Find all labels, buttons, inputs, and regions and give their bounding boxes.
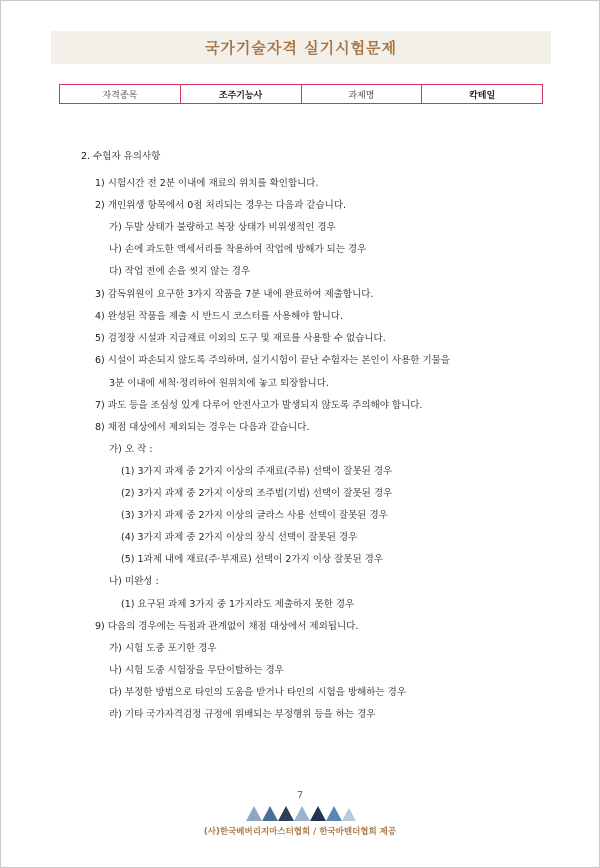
list-item: 가) 오 작 : [109, 444, 153, 455]
list-item: 나) 손에 과도한 액세서리를 착용하여 작업에 방해가 되는 경우 [109, 244, 367, 255]
value-qualification: 조주기능사 [181, 85, 302, 103]
triangle [278, 806, 294, 821]
label-task: 과제명 [302, 85, 423, 103]
list-item: 5) 검정장 시설과 지급재료 이외의 도구 및 재료를 사용할 수 없습니다. [95, 333, 386, 344]
list-item: 라) 기타 국가자격검정 규정에 위배되는 부정행위 등을 하는 경우 [109, 709, 376, 720]
value-task: 칵테일 [469, 90, 496, 101]
page-number: 7 [296, 790, 304, 801]
list-item: 가) 두발 상태가 불량하고 복장 상태가 비위생적인 경우 [109, 222, 336, 233]
list-item: 나) 미완성 : [109, 576, 159, 587]
triangle [342, 808, 356, 821]
triangle [262, 806, 278, 821]
list-item: (1) 요구된 과제 3가지 중 1가지라도 제출하지 못한 경우 [121, 599, 355, 610]
list-item: 다) 부정한 방법으로 타인의 도움을 받거나 타인의 시험을 방해하는 경우 [109, 687, 407, 698]
list-item: 4) 완성된 작품을 제출 시 반드시 코스터를 사용해야 합니다. [95, 311, 344, 322]
list-item: (5) 1과제 내에 재료(주·부재료) 선택이 2가지 이상 잘못된 경우 [121, 554, 384, 565]
list-item: 7) 과도 등을 조심성 있게 다루어 안전사고가 발생되지 않도록 주의해야 합니다. [95, 400, 423, 411]
list-item: 6) 시설이 파손되지 않도록 주의하며, 실기시험이 끝난 수험자는 본인이 사용한 기물을 [95, 355, 450, 366]
list-item: (1) 3가지 과제 중 2가지 이상의 주재료(주류) 선택이 잘못된 경우 [121, 466, 393, 477]
footer-triangles-logo [246, 803, 356, 821]
list-item: 나) 시험 도중 시험장을 무단이탈하는 경우 [109, 665, 284, 676]
list-item: 8) 채점 대상에서 제외되는 경우는 다음과 같습니다. [95, 422, 310, 433]
list-item: 3) 감독위원이 요구한 3가지 작품을 7분 내에 완료하여 제출합니다. [95, 289, 374, 300]
triangle [310, 806, 326, 821]
list-item: (3) 3가지 과제 중 2가지 이상의 글라스 사용 선택이 잘못된 경우 [121, 510, 388, 521]
list-item: 3분 이내에 세척·정리하여 원위치에 놓고 퇴장합니다. [109, 378, 329, 389]
list-item: (2) 3가지 과제 중 2가지 이상의 조주법(기법) 선택이 잘못된 경우 [121, 488, 393, 499]
list-item: 2) 개인위생 항목에서 0점 처리되는 경우는 다음과 같습니다. [95, 200, 347, 211]
triangle [246, 806, 262, 821]
list-item: (4) 3가지 과제 중 2가지 이상의 장식 선택이 잘못된 경우 [121, 532, 358, 543]
list-item: 가) 시험 도중 포기한 경우 [109, 643, 217, 654]
label-qualification: 자격종목 [60, 85, 181, 103]
list-item: 1) 시험시간 전 2분 이내에 재료의 위치를 확인합니다. [95, 178, 319, 189]
page-title: 국가기술자격 실기시험문제 [204, 39, 398, 57]
triangle [326, 806, 342, 821]
footer-org-text: (사)한국베버리지마스터협회 / 한국바텐더협회 제공 [203, 827, 397, 837]
triangle [294, 806, 310, 821]
section-heading: 2. 수험자 유의사항 [81, 151, 161, 162]
list-item: 다) 작업 전에 손을 씻지 않는 경우 [109, 266, 251, 277]
list-item: 9) 다음의 경우에는 득점과 관계없이 채점 대상에서 제외됩니다. [95, 621, 359, 632]
